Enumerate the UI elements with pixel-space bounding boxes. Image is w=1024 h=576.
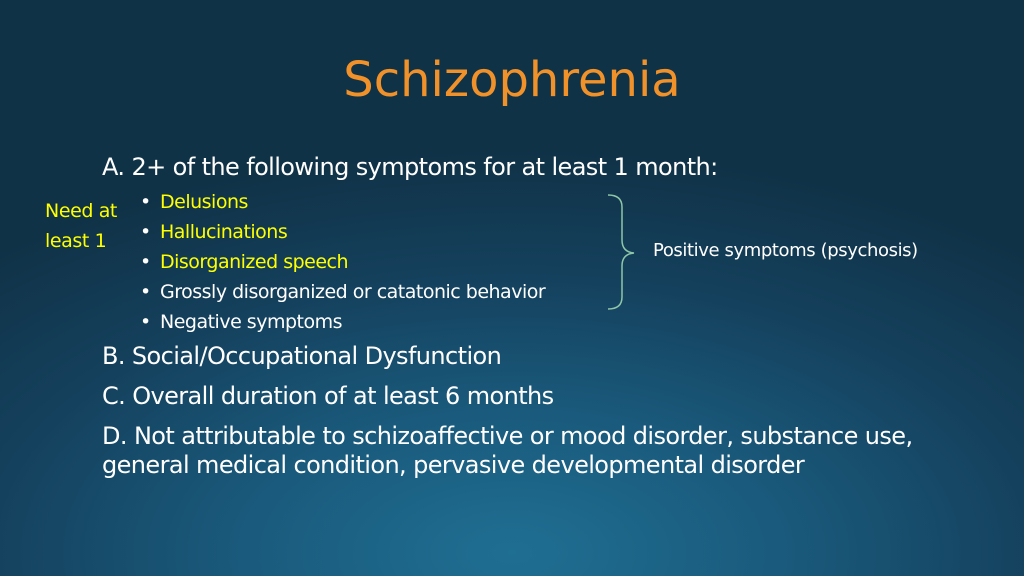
list-item: [140, 277, 545, 307]
side-note-line-1: Need at: [45, 200, 117, 222]
list-item-text: Grossly disorganized or catatonic behavior: [160, 281, 546, 303]
list-item: [140, 247, 545, 277]
criterion-c: C. Overall duration of at least 6 months: [102, 382, 554, 410]
list-item-text: Delusions: [160, 191, 248, 213]
criterion-a: A. 2+ of the following symptoms for at least 1 month:: [102, 153, 718, 181]
list-item-text: Negative symptoms: [160, 311, 343, 333]
side-note-line-2: least 1: [45, 230, 107, 252]
bullet-dot-icon: •: [140, 281, 151, 303]
criterion-d: D. Not attributable to schizoaffective or mood disorder, substance use, general medical condition, pervasive developmental disorder: [102, 422, 913, 479]
right-curly-brace-icon: [600, 192, 640, 312]
list-item-text: Hallucinations: [160, 221, 288, 243]
slide-title: Schizophrenia: [343, 52, 681, 108]
side-note: [45, 196, 117, 256]
list-item: [140, 307, 545, 337]
list-item: [140, 217, 545, 247]
bullet-dot-icon: •: [140, 191, 151, 213]
bullet-dot-icon: •: [140, 311, 151, 333]
bracket-label: Positive symptoms (psychosis): [653, 240, 918, 261]
bullet-dot-icon: •: [140, 221, 151, 243]
criterion-b: B. Social/Occupational Dysfunction: [102, 342, 502, 370]
symptom-list: [140, 187, 545, 337]
list-item-text: Disorganized speech: [160, 251, 349, 273]
bullet-dot-icon: •: [140, 251, 151, 273]
list-item: [140, 187, 545, 217]
